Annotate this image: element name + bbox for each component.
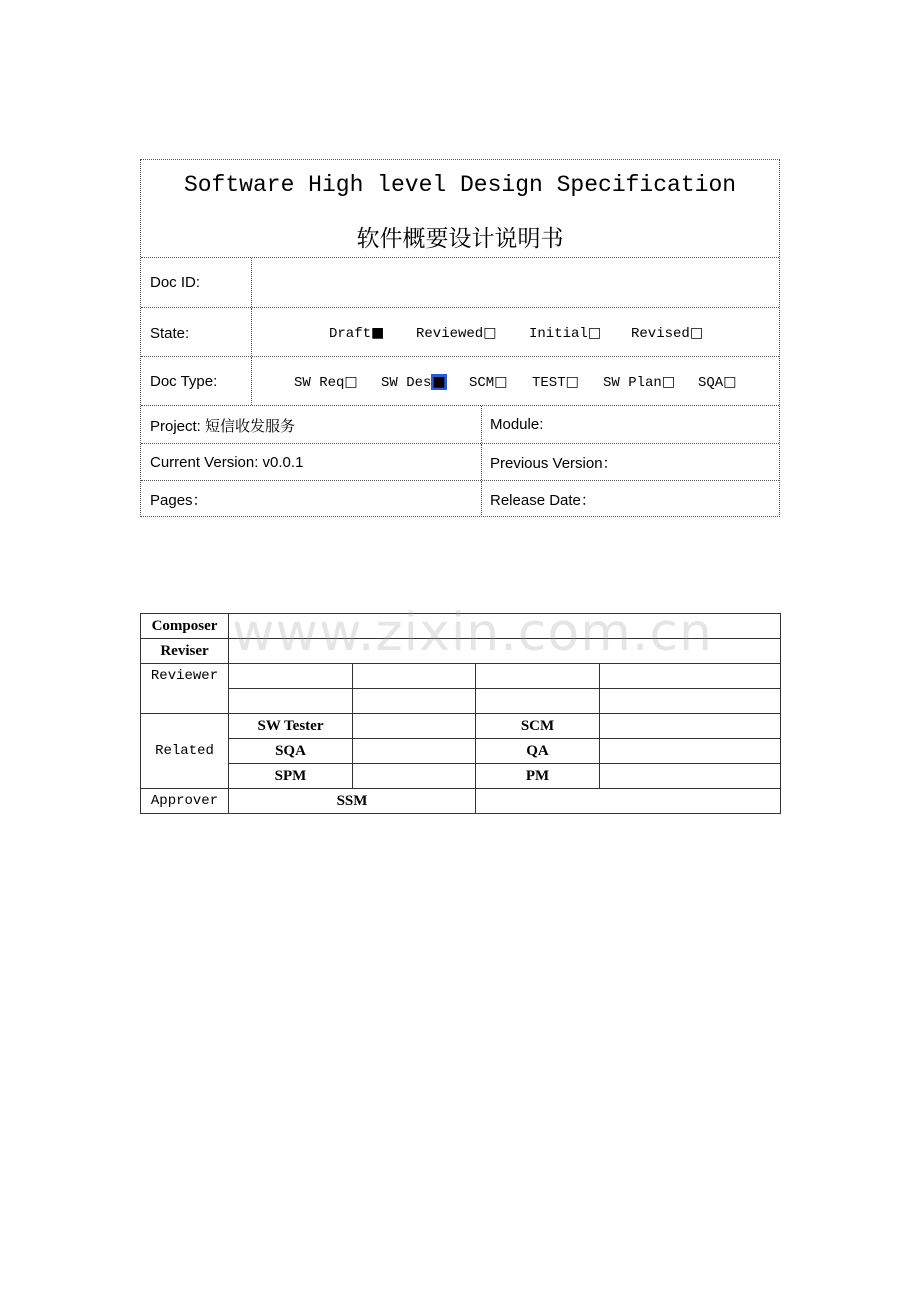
- title-row: [141, 160, 779, 258]
- reviewer-cell[interactable]: [229, 664, 353, 689]
- spec-header-table: [140, 159, 780, 517]
- table-row: [141, 614, 781, 639]
- state-option-draft[interactable]: [329, 325, 384, 342]
- state-option-label: Reviewed: [416, 326, 484, 342]
- project-label: Project:: [150, 418, 201, 435]
- qa-value[interactable]: [600, 739, 781, 764]
- release-date-label: Release Date：: [490, 492, 596, 509]
- doc-type-option-scm[interactable]: [469, 374, 507, 391]
- doc-type-option-sw-req[interactable]: [294, 374, 358, 391]
- reviewer-cell[interactable]: [353, 664, 476, 689]
- state-option-revised[interactable]: [631, 325, 703, 342]
- table-row: [141, 689, 781, 714]
- state-option-initial[interactable]: [529, 325, 601, 342]
- doc-type-option-sw-plan[interactable]: [603, 374, 675, 391]
- reviewer-cell[interactable]: [476, 689, 600, 714]
- unchecked-box-icon: □: [344, 374, 358, 390]
- reviewer-cell[interactable]: [229, 689, 353, 714]
- table-row: [141, 664, 781, 689]
- reviewer-cell[interactable]: [476, 664, 600, 689]
- column-divider: [251, 357, 252, 405]
- unchecked-box-icon: □: [587, 325, 602, 341]
- table-row: [141, 739, 781, 764]
- table-row: [141, 789, 781, 814]
- doc-type-option-label: SQA: [698, 375, 724, 391]
- project-field: [150, 415, 295, 436]
- ssm-label: SSM: [229, 789, 476, 814]
- doc-id-row: [141, 258, 779, 308]
- composer-label: Composer: [141, 614, 229, 639]
- column-divider: [481, 481, 482, 517]
- state-option-label: Draft: [329, 326, 372, 342]
- checked-box-icon: ■: [371, 325, 385, 341]
- reviewer-label: Reviewer: [141, 664, 229, 714]
- unchecked-box-icon: □: [723, 374, 737, 390]
- unchecked-box-icon: □: [689, 325, 704, 341]
- unchecked-box-icon: □: [661, 374, 676, 390]
- doc-type-option-sqa[interactable]: [698, 374, 736, 391]
- doc-type-row: [141, 357, 779, 406]
- qa-label: QA: [476, 739, 600, 764]
- version-row: [141, 444, 779, 481]
- related-label: Related: [141, 714, 229, 789]
- sqa-value[interactable]: [353, 739, 476, 764]
- pages-label: Pages：: [150, 492, 208, 509]
- reviewer-cell[interactable]: [600, 689, 781, 714]
- column-divider: [481, 444, 482, 480]
- state-row: [141, 308, 779, 357]
- state-option-label: Initial: [529, 326, 588, 342]
- doc-type-label: Doc Type:: [150, 373, 218, 390]
- scm-label: SCM: [476, 714, 600, 739]
- project-row: [141, 406, 779, 444]
- state-label: State:: [150, 325, 190, 342]
- reviewer-cell[interactable]: [353, 689, 476, 714]
- doc-type-option-label: SW Plan: [603, 375, 662, 391]
- sw-tester-value[interactable]: [353, 714, 476, 739]
- reviewer-cell[interactable]: [600, 664, 781, 689]
- column-divider: [251, 308, 252, 356]
- project-value[interactable]: 短信收发服务: [205, 417, 296, 435]
- pm-value[interactable]: [600, 764, 781, 789]
- table-row: [141, 639, 781, 664]
- doc-type-option-label: SW Des: [381, 375, 432, 391]
- current-version-label: Current Version: v0.0.1: [150, 454, 304, 471]
- checked-box-icon: ■: [432, 374, 446, 390]
- pm-label: PM: [476, 764, 600, 789]
- doc-type-option-label: SCM: [469, 375, 495, 391]
- composer-value[interactable]: [229, 614, 781, 639]
- reviser-value[interactable]: [229, 639, 781, 664]
- unchecked-box-icon: □: [483, 325, 497, 341]
- module-label: Module:: [490, 416, 544, 433]
- doc-id-label: Doc ID:: [150, 274, 201, 291]
- column-divider: [251, 258, 252, 307]
- doc-type-option-test[interactable]: [532, 374, 579, 391]
- watermark: www.zixin.com.cn: [232, 603, 713, 663]
- unchecked-box-icon: □: [565, 374, 579, 390]
- signoff-table: [140, 613, 781, 814]
- pages-row: [141, 481, 779, 517]
- sw-tester-label: SW Tester: [229, 714, 353, 739]
- unchecked-box-icon: □: [494, 374, 508, 390]
- sqa-label: SQA: [229, 739, 353, 764]
- spm-label: SPM: [229, 764, 353, 789]
- reviser-label: Reviser: [141, 639, 229, 664]
- document-title-chinese: 软件概要设计说明书: [356, 226, 564, 252]
- approver-label: Approver: [141, 789, 229, 814]
- scm-value[interactable]: [600, 714, 781, 739]
- doc-type-option-label: TEST: [532, 375, 566, 391]
- table-row: [141, 764, 781, 789]
- previous-version-label: Previous Version：: [490, 455, 618, 472]
- state-option-label: Revised: [631, 326, 690, 342]
- column-divider: [481, 406, 482, 443]
- ssm-value[interactable]: [476, 789, 781, 814]
- doc-type-option-label: SW Req: [294, 375, 345, 391]
- table-row: [141, 714, 781, 739]
- spm-value[interactable]: [353, 764, 476, 789]
- doc-type-option-sw-des[interactable]: [381, 374, 447, 391]
- state-option-reviewed[interactable]: [416, 325, 496, 342]
- document-title: Software High level Design Specification: [183, 172, 737, 198]
